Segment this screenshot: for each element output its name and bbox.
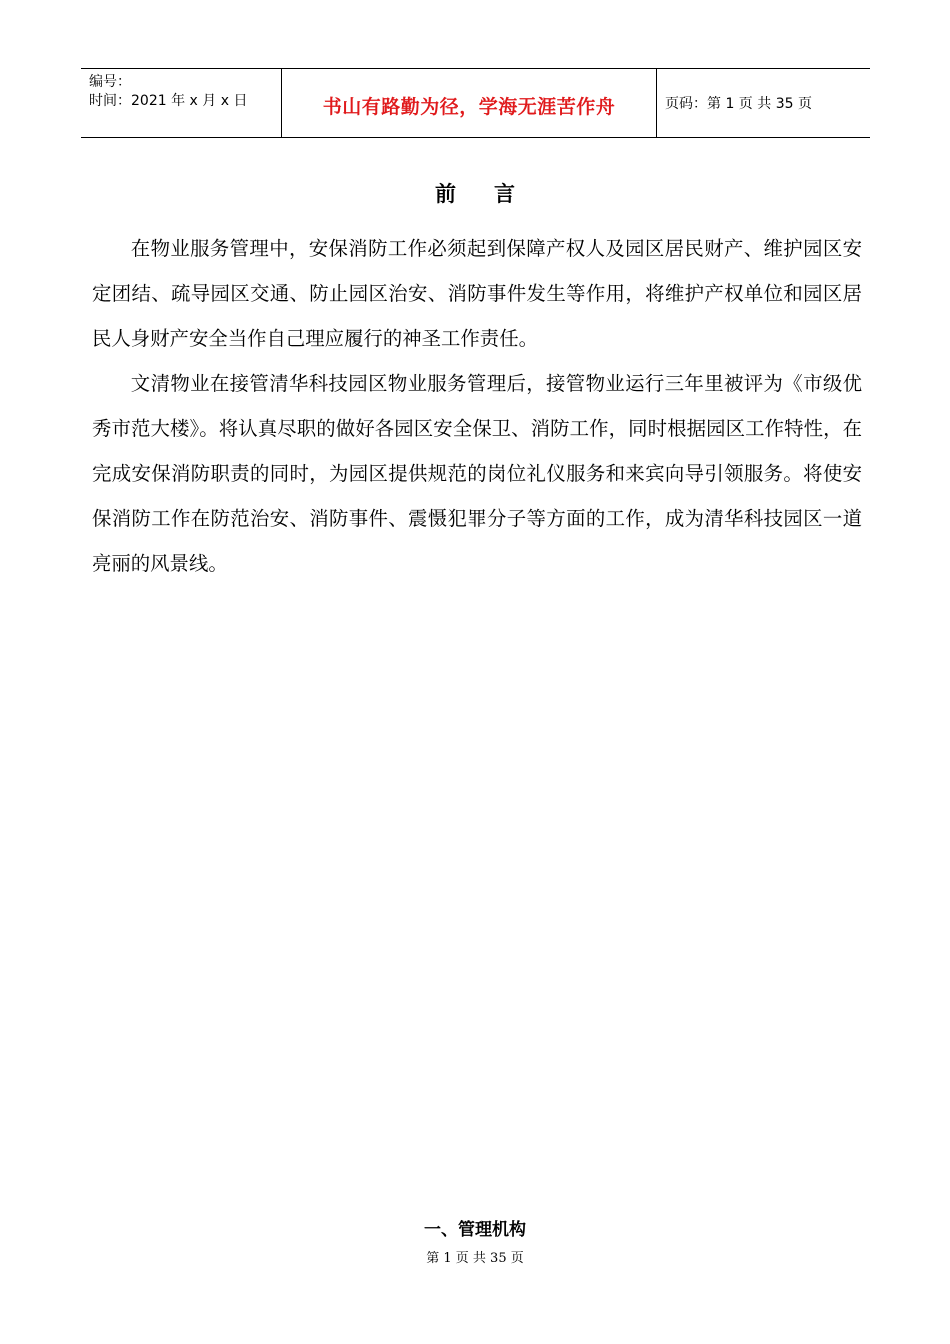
document-title: 前言 (435, 181, 553, 206)
document-time-label: 时间：2021 年 x 月 x 日 (89, 93, 248, 109)
document-number-label: 编号： (89, 74, 131, 90)
page-footer: 第 1 页 共 35 页 (426, 1251, 524, 1266)
header-page-info: 页码：第 1 页 共 35 页 (665, 96, 812, 112)
paragraph-1: 在物业服务管理中，安保消防工作必须起到保障产权人及园区居民财产、维护园区安定团结、疏导园区交通、防止园区治安、消防事件发生等作用，将维护产权单位和园区居民人身财产安全当作自己理应履行的神圣工作责任。 (92, 237, 862, 350)
paragraph-2: 文清物业在接管清华科技园区物业服务管理后，接管物业运行三年里被评为《市级优秀市范大楼》。将认真尽职的做好各园区安全保卫、消防工作，同时根据园区工作特性，在完成安保消防职责的同时，为园区提供规范的岗位礼仪服务和来宾向导引领服务。将使安保消防工作在防范治安、消防事件、震慑犯罪分子等方面的工作，成为清华科技园区一道亮丽的风景线。 (92, 372, 862, 575)
section-heading: 一、管理机构 (424, 1220, 526, 1240)
document-body (92, 226, 862, 586)
header-motto: 书山有路勤为径，学海无涯苦作舟 (282, 69, 657, 137)
header-table (81, 68, 870, 138)
header-meta-cell (81, 69, 282, 137)
